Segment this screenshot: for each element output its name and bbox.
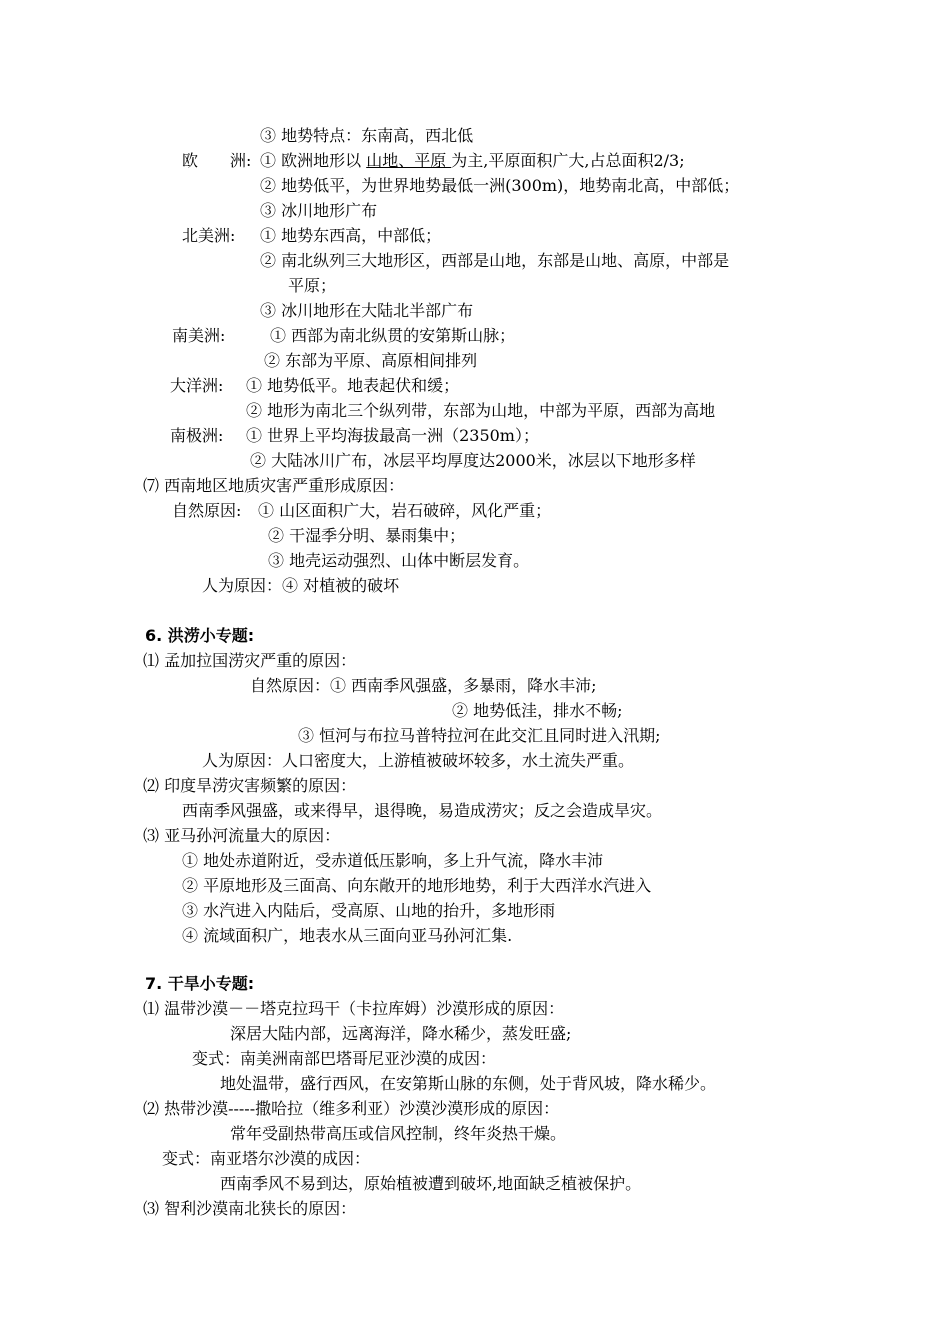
- europe-line-1-pre: ① 欧洲地形以: [260, 151, 367, 170]
- india-body: 西南季风强盛，或来得早，退得晚，易造成涝灾；反之会造成旱灾。: [182, 801, 663, 820]
- bangladesh-title: ⑴ 孟加拉国涝灾严重的原因：: [143, 651, 357, 670]
- antarctica-line-2: ② 大陆冰川广布，冰层平均厚度达2000米，冰层以下地形多样: [250, 451, 696, 470]
- europe-line-1-post: 为主,平原面积广大,占总面积2/3;: [451, 151, 685, 170]
- sw-china-natural-3: ③ 地壳运动强烈、山体中断层发育。: [268, 551, 530, 570]
- antarctica-label: 南极洲:: [170, 426, 224, 445]
- sw-china-natural-label: 自然原因:: [172, 501, 242, 520]
- asia-topography-line: ③ 地势特点：东南高，西北低: [260, 126, 474, 145]
- temperate-desert-title: ⑴ 温带沙漠－－塔克拉玛干（卡拉库姆）沙漠形成的原因：: [143, 999, 565, 1018]
- amazon-line-3: ③ 水汽进入内陆后，受高原、山地的抬升，多地形雨: [182, 901, 556, 920]
- bangladesh-natural-3: ③ 恒河与布拉马普特拉河在此交汇且同时进入汛期;: [298, 726, 661, 745]
- temperate-desert-variant-body: 地处温带，盛行西风，在安第斯山脉的东侧，处于背风坡，降水稀少。: [220, 1074, 717, 1093]
- temperate-desert-variant-label: 变式：南美洲南部巴塔哥尼亚沙漠的成因：: [192, 1049, 497, 1068]
- north-america-line-3: ③ 冰川地形在大陆北半部广布: [260, 301, 474, 320]
- oceania-line-2: ② 地形为南北三个纵列带，东部为山地，中部为平原，西部为高地: [246, 401, 716, 420]
- section-6-heading: 6. 洪涝小专题:: [145, 626, 255, 645]
- oceania-line-1: ① 地势低平。地表起伏和缓；: [246, 376, 460, 395]
- chile-desert-title: ⑶ 智利沙漠南北狭长的原因：: [143, 1199, 357, 1218]
- europe-line-3: ③ 冰川地形广布: [260, 201, 378, 220]
- tropical-desert-title: ⑵ 热带沙漠-----撒哈拉（维多利亚）沙漠沙漠形成的原因：: [143, 1099, 560, 1118]
- tropical-desert-variant-body: 西南季风不易到达，原始植被遭到破坏,地面缺乏植被保护。: [220, 1174, 642, 1193]
- amazon-title: ⑶ 亚马孙河流量大的原因：: [143, 826, 341, 845]
- bangladesh-human: 人为原因：人口密度大，上游植被破坏较多，水土流失严重。: [202, 751, 635, 770]
- south-america-label: 南美洲:: [172, 326, 226, 345]
- india-title: ⑵ 印度旱涝灾害频繁的原因：: [143, 776, 357, 795]
- north-america-line-2-cont: 平原；: [288, 276, 337, 295]
- south-america-line-1: ① 西部为南北纵贯的安第斯山脉；: [270, 326, 516, 345]
- tropical-desert-body: 常年受副热带高压或信风控制，终年炎热干燥。: [230, 1124, 567, 1143]
- europe-label: 欧 洲:: [182, 151, 252, 170]
- amazon-line-1: ① 地处赤道附近，受赤道低压影响，多上升气流，降水丰沛: [182, 851, 604, 870]
- amazon-line-4: ④ 流域面积广，地表水从三面向亚马孙河汇集.: [182, 926, 513, 945]
- sw-china-natural-1: ① 山区面积广大，岩石破碎，风化严重；: [258, 501, 552, 520]
- bangladesh-natural-2: ② 地势低洼，排水不畅;: [452, 701, 623, 720]
- section-7-heading: 7. 干旱小专题:: [145, 974, 255, 993]
- europe-line-2: ② 地势低平，为世界地势最低一洲(300m)，地势南北高，中部低；: [260, 176, 740, 195]
- oceania-label: 大洋洲:: [170, 376, 224, 395]
- bangladesh-natural-1: 自然原因：① 西南季风强盛，多暴雨，降水丰沛;: [250, 676, 597, 695]
- europe-line-1: [260, 149, 685, 173]
- north-america-line-1: ① 地势东西高，中部低；: [260, 226, 442, 245]
- south-america-line-2: ② 东部为平原、高原相间排列: [264, 351, 478, 370]
- north-america-line-2: ② 南北纵列三大地形区，西部是山地，东部是山地、高原，中部是: [260, 251, 730, 270]
- tropical-desert-variant-label: 变式：南亚塔尔沙漠的成因：: [162, 1149, 371, 1168]
- europe-line-1-underlined: 山地、平原: [366, 151, 452, 170]
- sw-china-human: 人为原因：④ 对植被的破坏: [202, 576, 400, 595]
- temperate-desert-body: 深居大陆内部，远离海洋，降水稀少，蒸发旺盛;: [230, 1024, 572, 1043]
- amazon-line-2: ② 平原地形及三面高、向东敞开的地形地势，利于大西洋水汽进入: [182, 876, 652, 895]
- north-america-label: 北美洲:: [182, 226, 236, 245]
- sw-china-title: ⑺ 西南地区地质灾害严重形成原因：: [143, 476, 405, 495]
- sw-china-natural-2: ② 干湿季分明、暴雨集中；: [268, 526, 466, 545]
- antarctica-line-1: ① 世界上平均海拔最高一洲（2350m）；: [246, 426, 539, 445]
